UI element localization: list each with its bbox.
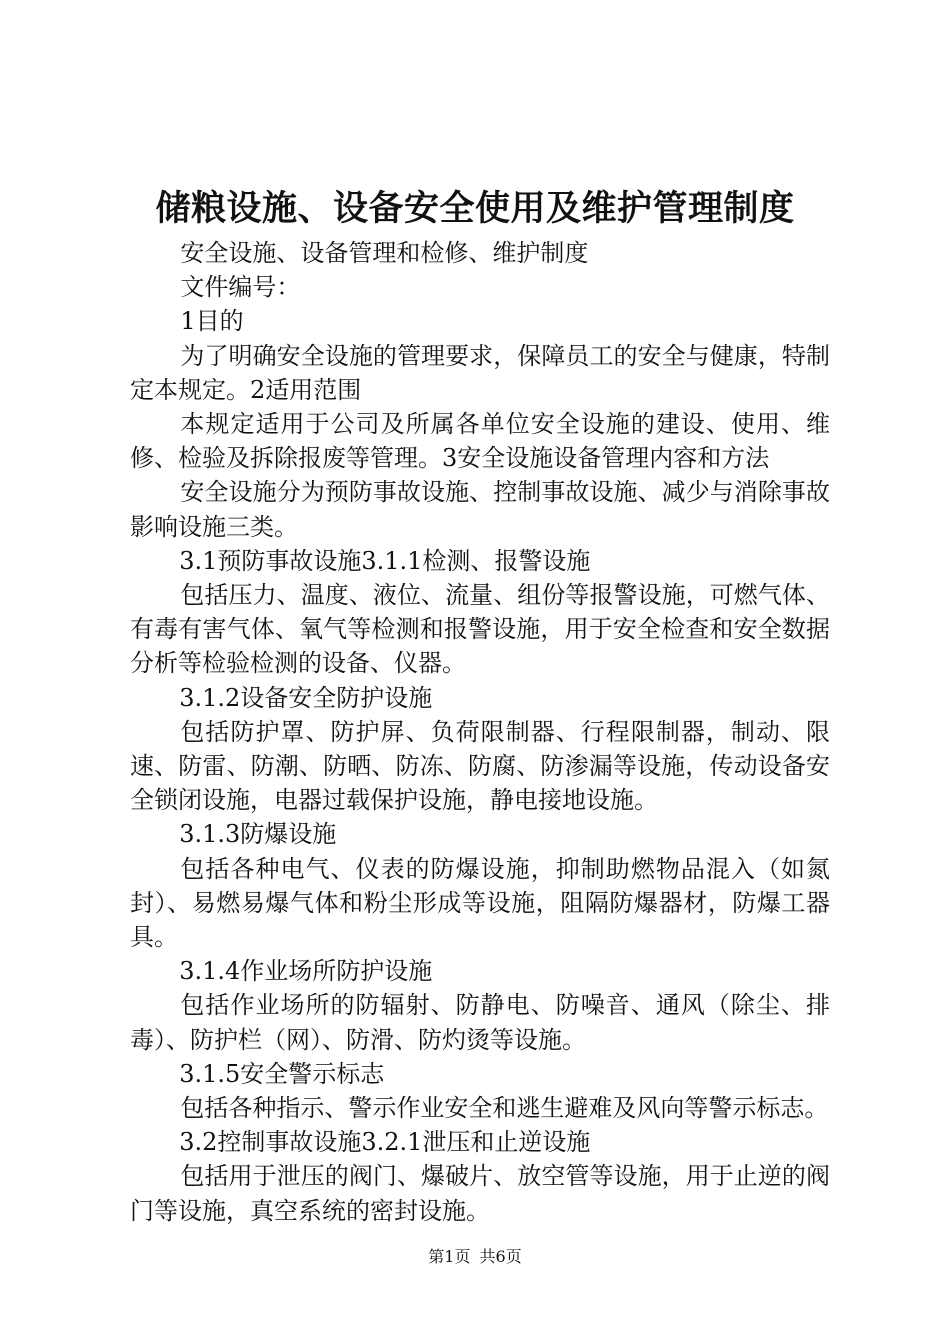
page-total: 共6页 [479,1247,522,1266]
paragraph: 安全设施分为预防事故设施、控制事故设施、减少与消除事故影响设施三类。 [130,478,830,541]
paragraph: 包括各种指示、警示作业安全和逃生避难及风向等警示标志。 [180,1094,829,1123]
page-footer [0,1246,950,1268]
paragraph: 为了明确安全设施的管理要求，保障员工的安全与健康，特制定本规定。2适用范围 [130,341,830,404]
document-title: 储粮设施、设备安全使用及维护管理制度 [155,189,795,229]
section-heading: 3.1.5安全警示标志 [179,1059,385,1088]
paragraph: 文件编号： [180,273,301,302]
paragraph: 包括压力、温度、液位、流量、组份等报警设施，可燃气体、有毒有害气体、氧气等检测和报警设施，用于安全检查和安全数据分析等检验检测的设备、仪器。 [130,581,830,678]
paragraph: 包括各种电气、仪表的防爆设施，抑制助燃物品混入（如氮封）、易燃易爆气体和粉尘形成等设施，阻隔防爆器材，防爆工器具。 [130,854,830,952]
section-heading: 3.1.4作业场所防护设施 [179,957,433,986]
section-heading: 3.1.3防爆设施 [179,820,337,849]
section-heading: 3.2控制事故设施3.2.1泄压和止逆设施 [179,1128,591,1157]
paragraph: 本规定适用于公司及所属各单位安全设施的建设、使用、维修、检验及拆除报废等管理。3安全设施设备管理内容和方法 [130,410,830,473]
paragraph: 包括防护罩、防护屏、负荷限制器、行程限制器，制动、限速、防雷、防潮、防晒、防冻、防腐、防渗漏等设施，传动设备安全锁闭设施，电器过载保护设施，静电接地设施。 [130,717,830,815]
section-heading: 3.1.2设备安全防护设施 [179,683,433,712]
page-number: 第1页 [428,1247,471,1266]
paragraph: 安全设施、设备管理和检修、维护制度 [180,239,589,267]
section-heading: 1目的 [180,307,244,336]
document-body [130,236,830,1228]
paragraph: 包括作业场所的防辐射、防静电、防噪音、通风（除尘、排毒）、防护栏（网）、防滑、防灼烫等设施。 [130,991,830,1054]
section-heading: 3.1预防事故设施3.1.1检测、报警设施 [179,546,591,575]
paragraph: 包括用于泄压的阀门、爆破片、放空管等设施，用于止逆的阀门等设施，真空系统的密封设施。 [130,1162,830,1225]
